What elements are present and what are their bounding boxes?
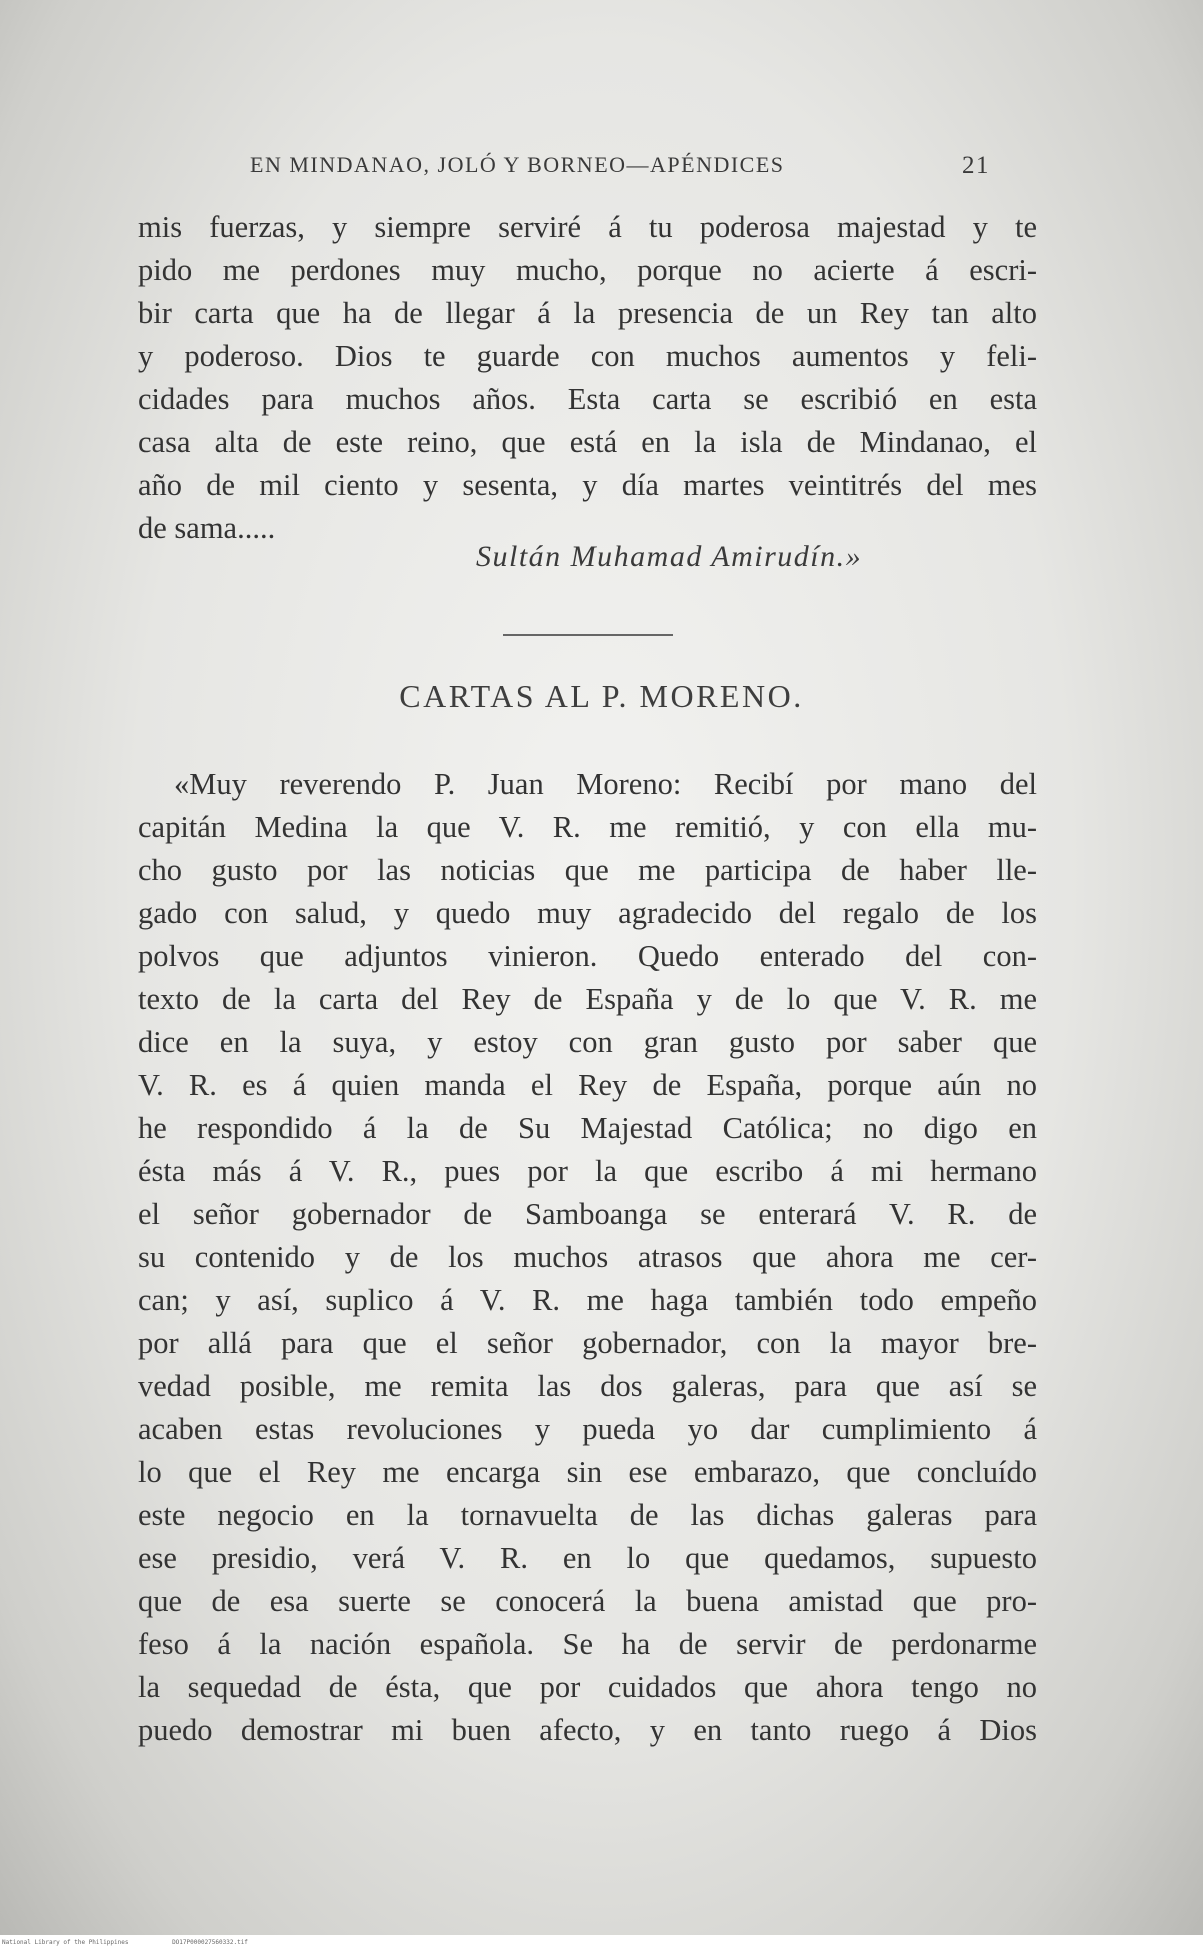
text-line: V. R. es á quien manda el Rey de España, porque aún no bbox=[138, 1068, 1037, 1102]
text-line: año de mil ciento y sesenta, y día martes veintitrés del mes bbox=[138, 468, 1037, 502]
text-line: que de esa suerte se conocerá la buena amistad que pro- bbox=[138, 1584, 1037, 1618]
text-line: la sequedad de ésta, que por cuidados que ahora tengo no bbox=[138, 1670, 1037, 1704]
text-line: cidades para muchos años. Esta carta se escribió en esta bbox=[138, 382, 1037, 416]
text-line: lo que el Rey me encarga sin ese embarazo, que concluído bbox=[138, 1455, 1037, 1489]
footer-file: DO17P000027560332.tif bbox=[172, 1939, 248, 1946]
text-line: can; y así, suplico á V. R. me haga también todo empeño bbox=[138, 1283, 1037, 1317]
text-line: gado con salud, y quedo muy agradecido del regalo de los bbox=[138, 896, 1037, 930]
text-line: mis fuerzas, y siempre serviré á tu poderosa majestad y te bbox=[138, 210, 1037, 244]
text-line: he respondido á la de Su Majestad Católica; no digo en bbox=[138, 1111, 1037, 1145]
text-line: casa alta de este reino, que está en la isla de Mindanao, el bbox=[138, 425, 1037, 459]
running-title: EN MINDANAO, JOLÓ Y BORNEO—APÉNDICES bbox=[250, 152, 785, 177]
page-number: 21 bbox=[962, 152, 990, 179]
text-line: polvos que adjuntos vinieron. Quedo enterado del con- bbox=[138, 939, 1037, 973]
text-line: su contenido y de los muchos atrasos que ahora me cer- bbox=[138, 1240, 1037, 1274]
text-line: dice en la suya, y estoy con gran gusto por saber que bbox=[138, 1025, 1037, 1059]
text-line: «Muy reverendo P. Juan Moreno: Recibí por mano del bbox=[174, 767, 1037, 801]
text-line: feso á la nación española. Se ha de servir de perdonarme bbox=[138, 1627, 1037, 1661]
section-divider bbox=[503, 634, 673, 636]
text-line: bir carta que ha de llegar á la presencia de un Rey tan alto bbox=[138, 296, 1037, 330]
text-line: texto de la carta del Rey de España y de lo que V. R. me bbox=[138, 982, 1037, 1016]
text-line: por allá para que el señor gobernador, con la mayor bre- bbox=[138, 1326, 1037, 1360]
text-line: ésta más á V. R., pues por la que escribo á mi hermano bbox=[138, 1154, 1037, 1188]
text-line: vedad posible, me remita las dos galeras, para que así se bbox=[138, 1369, 1037, 1403]
text-line: este negocio en la tornavuelta de las dichas galeras para bbox=[138, 1498, 1037, 1532]
signature: Sultán Muhamad Amirudín.» bbox=[476, 540, 863, 573]
text-line: el señor gobernador de Samboanga se enterará V. R. de bbox=[138, 1197, 1037, 1231]
scan-footer bbox=[0, 1935, 1203, 1950]
text-line: pido me perdones muy mucho, porque no acierte á escri- bbox=[138, 253, 1037, 287]
text-line: puedo demostrar mi buen afecto, y en tanto ruego á Dios bbox=[138, 1713, 1037, 1747]
text-line: ese presidio, verá V. R. en lo que quedamos, supuesto bbox=[138, 1541, 1037, 1575]
text-line: acaben estas revoluciones y pueda yo dar cumplimiento á bbox=[138, 1412, 1037, 1446]
section-title: CARTAS AL P. MORENO. bbox=[399, 678, 804, 714]
text-line: y poderoso. Dios te guarde con muchos aumentos y feli- bbox=[138, 339, 1037, 373]
footer-library: National Library of the Philippines bbox=[2, 1939, 129, 1946]
text-line: capitán Medina la que V. R. me remitió, y con ella mu- bbox=[138, 810, 1037, 844]
text-line: cho gusto por las noticias que me participa de haber lle- bbox=[138, 853, 1037, 887]
text-line: de sama..... bbox=[138, 511, 276, 545]
